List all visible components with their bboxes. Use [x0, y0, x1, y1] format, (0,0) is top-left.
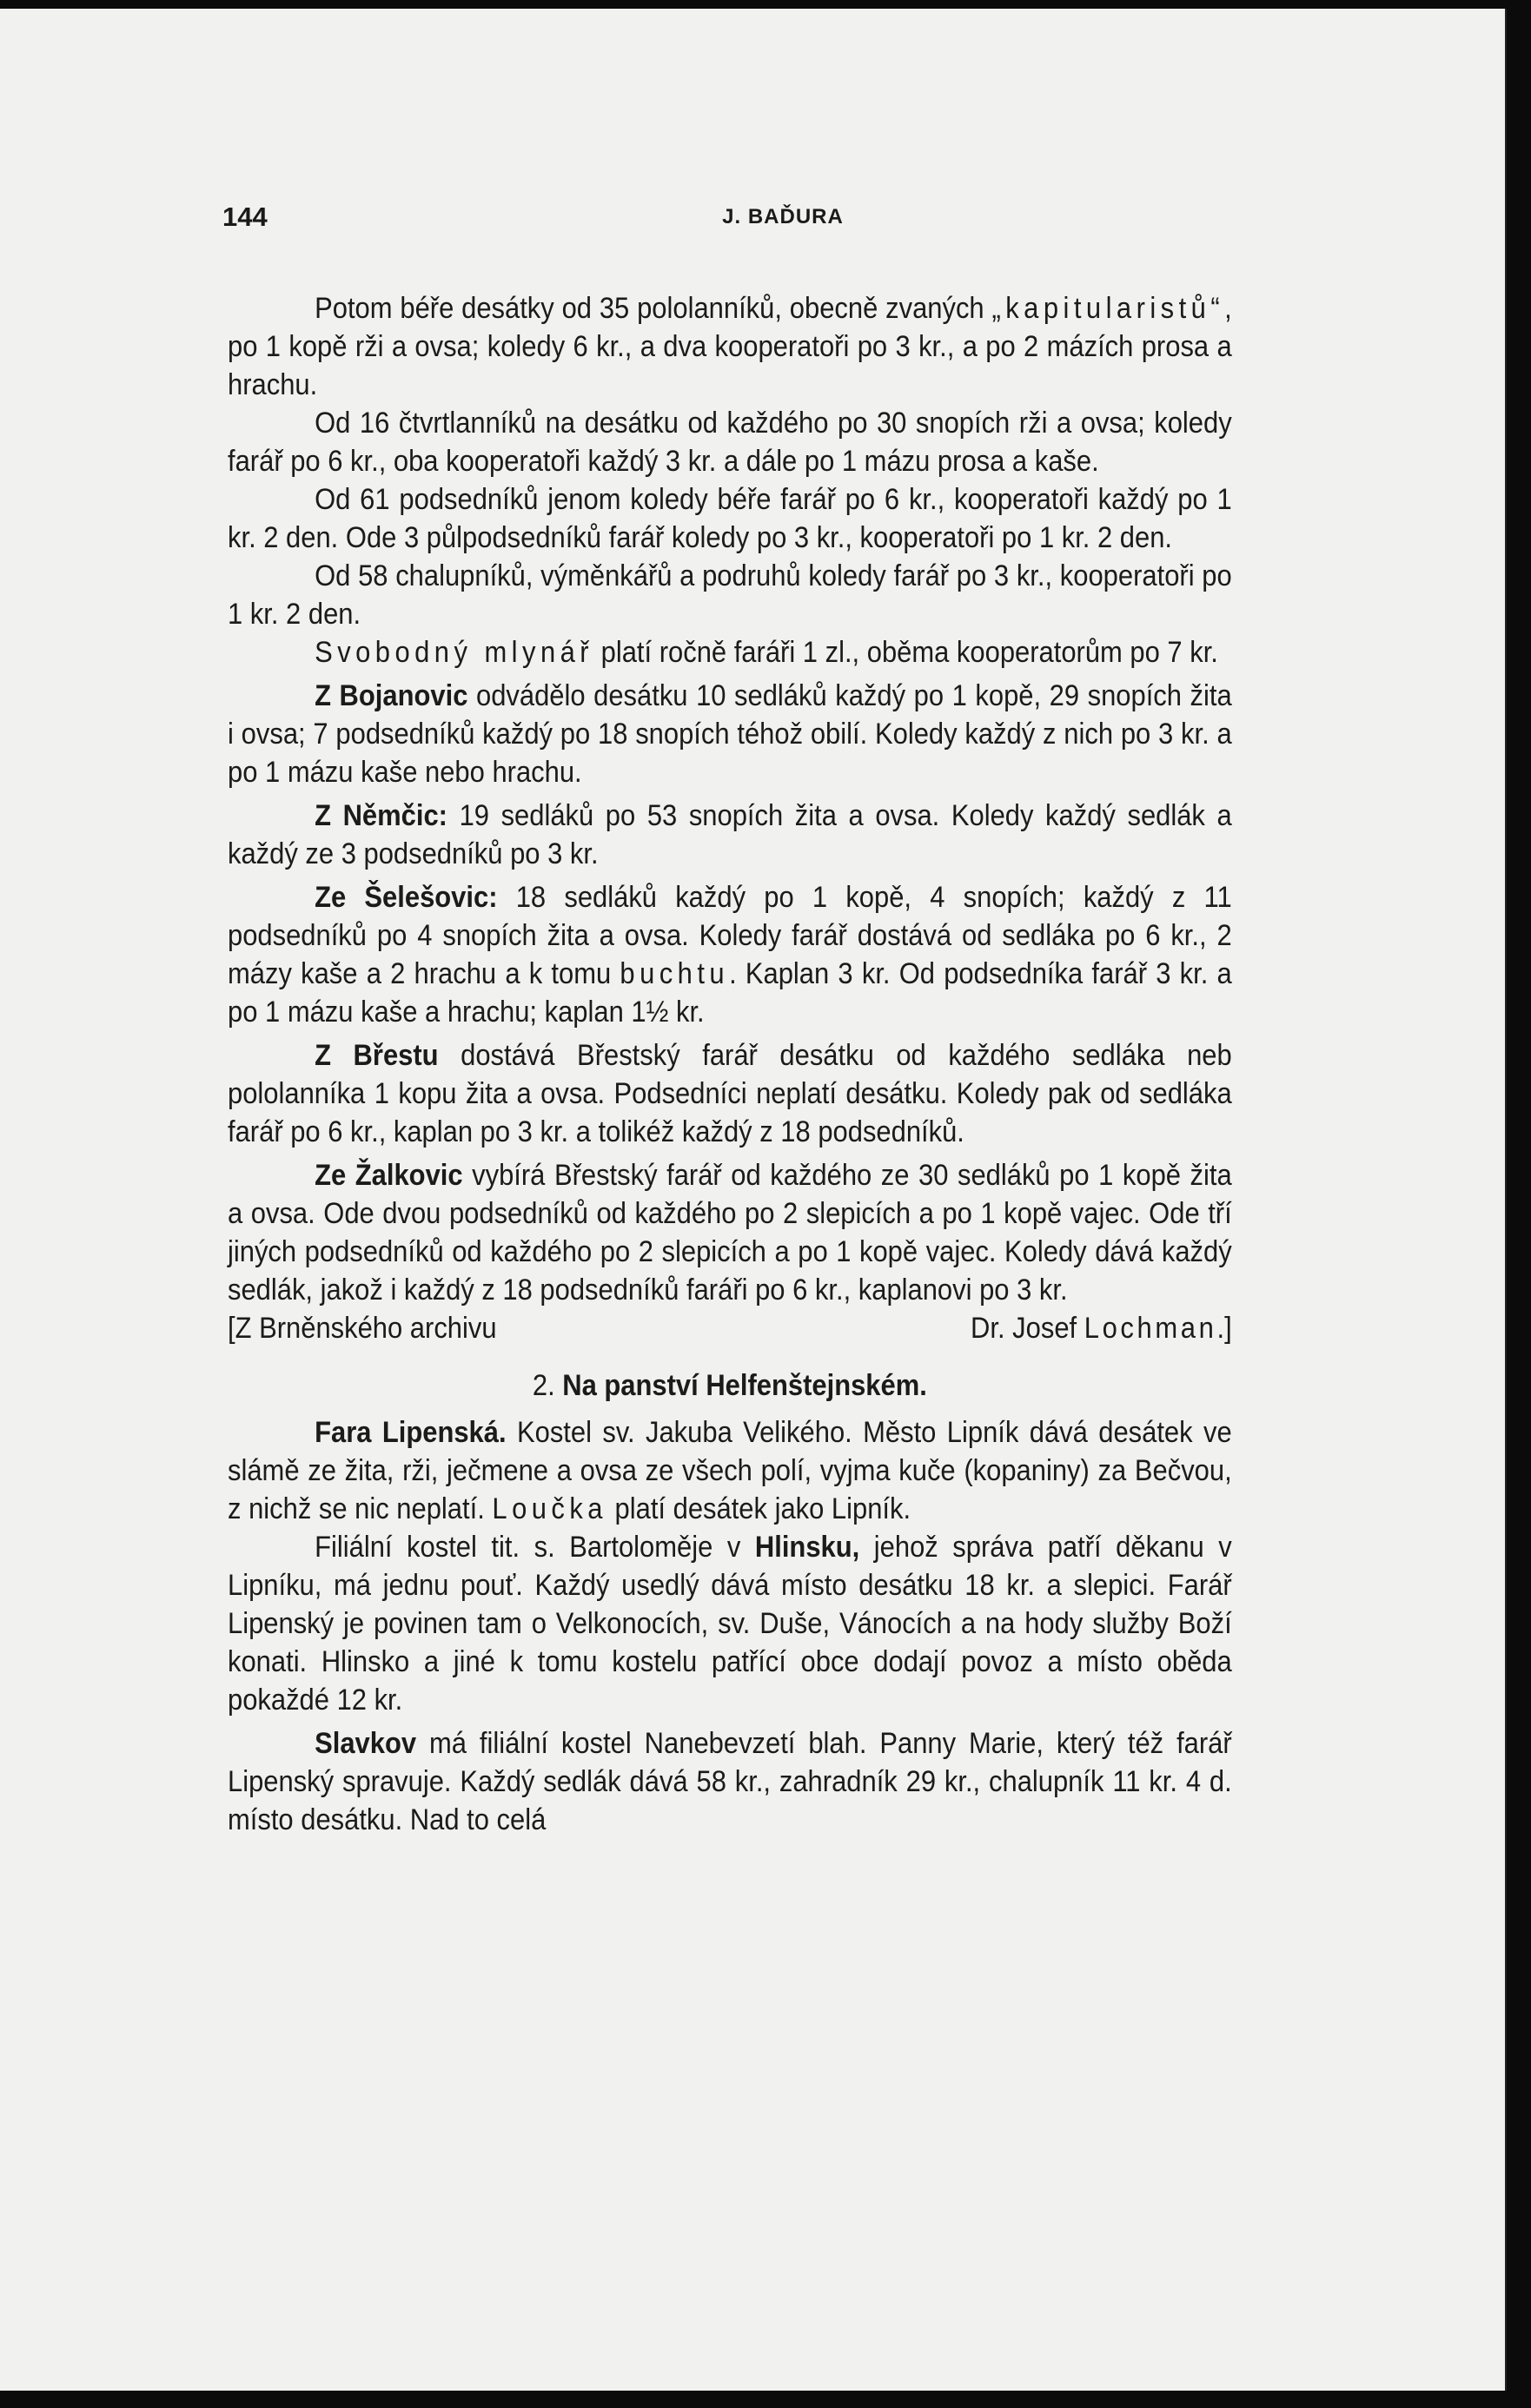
section-number: 2.: [532, 1369, 555, 1402]
paragraph-chalupnici: Od 58 chalupníků, výměnkářů a podruhů koledy farář po 3 kr., kooperatoři po 1 kr. 2 den.: [228, 559, 1232, 631]
body-text: [228, 289, 1232, 1839]
paragraph-kapitularisti: Potom béře desátky od 35 pololanníků, obecně zvaných „kapitularistů“, po 1 kopě rži a ovsa; koledy 6 kr., a dva kooperatoři po 3 kr., a po 2 mázích prosa a hrachu.: [228, 292, 1232, 401]
page-number: 144: [222, 202, 268, 232]
paragraph-zalkovice: Ze Žalkovic vybírá Břestský farář od každého ze 30 sedláků po 1 kopě žita a ovsa. Ode dvou podsedníků od každého po 2 slepicích a po 1 kopě vajec. Ode tří jiných podsedníků od každého po 2 slepicích a po 1 kopě vajec. Koledy dává každý sedlák, jakož i každý z 18 podsedníků faráři po 6 kr., kaplanovi po 3 kr.: [228, 1159, 1232, 1307]
section-heading: [228, 1366, 1232, 1405]
spaced-term: Svobodný mlynář: [315, 636, 594, 669]
place-heading: Ze Žalkovic: [315, 1159, 463, 1192]
paragraph-ctvrtlannici: Od 16 čtvrtlanníků na desátku od každého po 30 snopích rži a ovsa; koledy farář po 6 kr., oba kooperatoři každý 3 kr. a dále po 1 mázu prosa a kaše.: [228, 407, 1232, 478]
paragraph-bojanovice: Z Bojanovic odvádělo desátku 10 sedláků každý po 1 kopě, 29 snopích žita i ovsa; 7 podsedníků každý po 18 snopích téhož obilí. Koledy každý z nich po 3 kr. a po 1 mázu kaše nebo hrachu.: [228, 679, 1232, 789]
page-header: [222, 202, 1343, 245]
place-heading: Slavkov: [315, 1727, 417, 1760]
paragraph-mlynar: Svobodný mlynář platí ročně faráři 1 zl., oběma kooperatorům po 7 kr.: [315, 636, 1218, 669]
archive-source: [Z Brněnského archivu: [228, 1312, 497, 1345]
spaced-term: Loučka: [492, 1492, 607, 1525]
paragraph-slavkov: Slavkov má filiální kostel Nanebevzetí blah. Panny Marie, který též farář Lipenský spravuje. Každý sedlák dává 58 kr., zahradník 29 kr., chalupník 11 kr. 4 d. místo desátku. Nad to celá: [228, 1727, 1232, 1836]
archive-source-line: [228, 1309, 1232, 1347]
spaced-term: buchtu: [620, 957, 730, 990]
archive-author: Dr. Josef Lochman.]: [971, 1312, 1232, 1345]
section-title: Na panství Helfenštejnském.: [554, 1369, 927, 1402]
paragraph-podsednici: Od 61 podsedníků jenom koledy béře farář po 6 kr., kooperatoři každý po 1 kr. 2 den. Ode 3 půlpodsedníků farář koledy po 3 kr., kooperatoři po 1 kr. 2 den.: [228, 483, 1232, 554]
document-page: [0, 9, 1507, 2391]
spaced-term: „kapitularistů“: [991, 292, 1225, 325]
place-heading: Z Břestu: [315, 1039, 439, 1072]
running-head: J. BAĎURA: [722, 205, 844, 228]
place-heading: Ze Šelešovic:: [315, 881, 498, 914]
place-heading: Z Němčic:: [315, 799, 447, 832]
place-heading: Z Bojanovic: [315, 679, 468, 712]
place-heading: Fara Lipenská.: [315, 1416, 507, 1449]
paragraph-selesovice: Ze Šelešovic: 18 sedláků každý po 1 kopě, 4 snopích; každý z 11 podsedníků po 4 snopích žita a ovsa. Koledy farář dostává od sedláka po 6 kr., 2 mázy kaše a 2 hrachu a k tomu buchtu. Kaplan 3 kr. Od podsedníka farář 3 kr. a po 1 mázu kaše a hrachu; kaplan 1½ kr.: [228, 881, 1232, 1029]
place-heading: Hlinsku,: [754, 1531, 860, 1564]
paragraph-brest: Z Břestu dostává Břestský farář desátku od každého sedláka neb pololanníka 1 kopu žita a ovsa. Podsedníci neplatí desátku. Koledy pak od sedláka farář po 6 kr., kaplan po 3 kr. a tolikéž každý z 18 podsedníků.: [228, 1039, 1232, 1148]
paragraph-fara-lipenska: Fara Lipenská. Kostel sv. Jakuba Velikého. Město Lipník dává desátek ve slámě ze žita, rži, ječmene a ovsa ze všech polí, vyjma kuče (kopaniny) za Bečvou, z nichž se nic neplatí. Loučka platí desátek jako Lipník.: [228, 1416, 1232, 1525]
paragraph-nemcice: Z Němčic: 19 sedláků po 53 snopích žita a ovsa. Koledy každý sedlák a každý ze 3 podsedníků po 3 kr.: [228, 799, 1232, 870]
paragraph-hlinsko: Filiální kostel tit. s. Bartoloměje v Hlinsku, jehož správa patří děkanu v Lipníku, má jednu pouť. Každý usedlý dává místo desátku 18 kr. a slepici. Farář Lipenský je povinen tam o Velkonocích, sv. Duše, Vánocích a na hody služby Boží konati. Hlinsko a jiné k tomu kostelu patřící obce dodají povoz a místo oběda pokaždé 12 kr.: [228, 1531, 1232, 1717]
